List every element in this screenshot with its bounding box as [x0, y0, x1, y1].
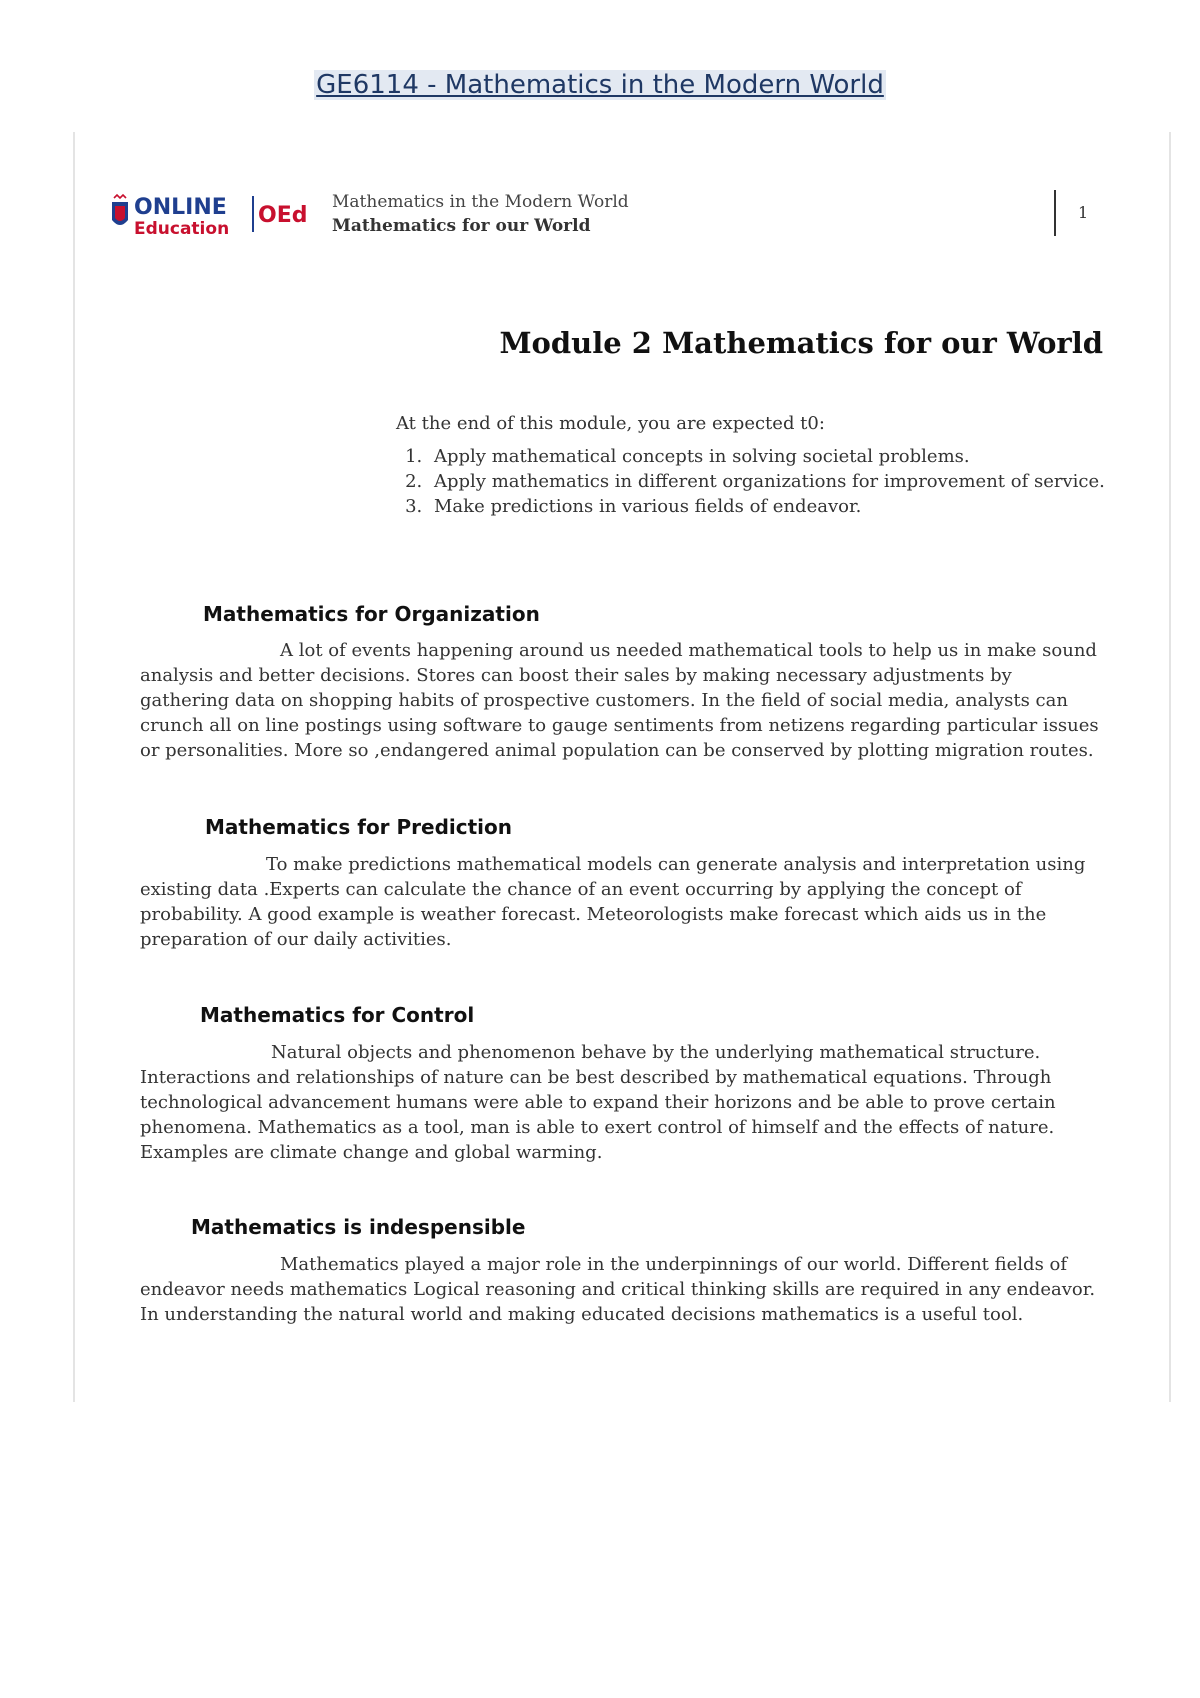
page-number: 1	[1078, 203, 1089, 222]
header-course: Mathematics in the Modern World	[332, 192, 629, 212]
objective-item: 1. Apply mathematical concepts in solving societal problems.	[428, 444, 1105, 469]
header-divider	[1054, 190, 1056, 236]
section-body-control: Natural objects and phenomenon behave by the underlying mathematical structure. Interactions and relationships of nature can be best described by mathematical equations. Through technological advancement humans were able to expand their horizons and be able to prove certain phenomena. Mathematics as a tool, man is able to exert control of himself and the effects of nature. Examples are climate change and global warming.	[140, 1042, 1056, 1163]
section-body-indispensable: Mathematics played a major role in the underpinnings of our world. Different fields of endeavor needs mathematics Logical reasoning and critical thinking skills are required in any endeavor. In understanding the natural world and making educated decisions mathematics is a useful tool.	[140, 1254, 1096, 1325]
objectives-list	[396, 444, 1105, 519]
header-module: Mathematics for our World	[332, 216, 591, 236]
section-heading-organization: Mathematics for Organization	[203, 602, 540, 626]
objective-item: 3. Make predictions in various fields of endeavor.	[428, 494, 1105, 519]
section-body-prediction: To make predictions mathematical models can generate analysis and interpretation using existing data .Experts can calculate the chance of an event occurring by applying the concept of probability. A good example is weather forecast. Meteorologists make forecast which aids us in the preparation of our daily activities.	[140, 854, 1086, 950]
shield-icon	[112, 195, 128, 225]
learning-objectives	[396, 411, 1105, 519]
logo-word-online: ONLINE	[134, 195, 227, 220]
running-header	[332, 190, 629, 238]
section-heading-indispensable: Mathematics is indespensible	[191, 1215, 526, 1239]
logo-word-education: Education	[134, 219, 230, 238]
page-frame	[73, 132, 1171, 1402]
objectives-intro: At the end of this module, you are expected t0:	[396, 413, 825, 434]
section-heading-prediction: Mathematics for Prediction	[205, 815, 513, 839]
logo-mark-oed: OEd	[258, 203, 308, 228]
objective-item: 2. Apply mathematics in different organizations for improvement of service.	[428, 469, 1105, 494]
section-heading-control: Mathematics for Control	[200, 1003, 475, 1027]
module-title: Module 2 Mathematics for our World	[499, 326, 1103, 360]
online-education-logo	[110, 192, 320, 238]
document-title	[0, 70, 1200, 100]
section-body-organization: A lot of events happening around us needed mathematical tools to help us in make sound analysis and better decisions. Stores can boost their sales by making necessary adjustments by gathering data on shopping habits of prospective customers. In the field of social media, analysts can crunch all on line postings using software to gauge sentiments from netizens regarding particular issues or personalities. More so ,endangered animal population can be conserved by plotting migration routes.	[140, 640, 1099, 761]
document-title-text: GE6114 - Mathematics in the Modern World	[316, 70, 884, 100]
